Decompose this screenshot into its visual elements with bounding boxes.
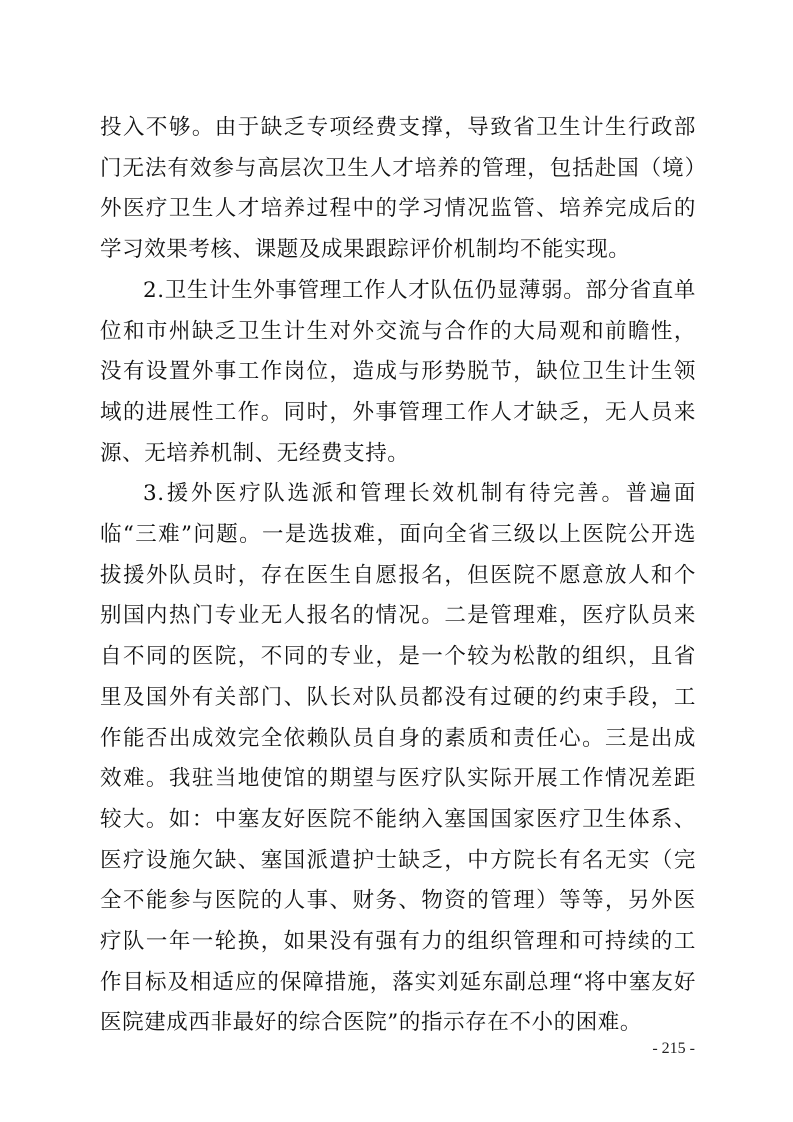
page-number: - 215 - xyxy=(652,1040,695,1057)
paragraph-2: 2.卫生计生外事管理工作人才队伍仍显薄弱。部分省直单位和市州缺乏卫生计生对外交流与合作的大局观和前瞻性，没有设置外事工作岗位，造成与形势脱节，缺位卫生计生领域的进展性工作。同时，外事管理工作人才缺乏，无人员来源、无培养机制、无经费支持。 xyxy=(100,277,696,466)
paragraph-3: 3.援外医疗队选派和管理长效机制有待完善。普遍面临“三难”问题。一是选拔难，面向全省三级以上医院公开选拔援外队员时，存在医生自愿报名，但医院不愿意放人和个别国内热门专业无人报名的情况。二是管理难，医疗队员来自不同的医院，不同的专业，是一个较为松散的组织，且省里及国外有关部门、队长对队员都没有过硬的约束手段，工作能否出成效完全依赖队员自身的素质和责任心。三是出成效难。我驻当地使馆的期望与医疗队实际开展工作情况差距较大。如：中塞友好医院不能纳入塞国国家医疗卫生体系、医疗设施欠缺、塞国派遣护士缺乏，中方院长有名无实（完全不能参与医院的人事、财务、物资的管理）等等，另外医疗队一年一轮换，如果没有强有力的组织管理和可持续的工作目标及相适应的保障措施，落实刘延东副总理“将中塞友好医院建成西非最好的综合医院”的指示存在不小的困难。 xyxy=(100,481,696,1036)
body-text xyxy=(100,108,696,1044)
paragraph-1: 投入不够。由于缺乏专项经费支撑，导致省卫生计生行政部门无法有效参与高层次卫生人才培养的管理，包括赴国（境）外医疗卫生人才培养过程中的学习情况监管、培养完成后的学习效果考核、课题及成果跟踪评价机制均不能实现。 xyxy=(100,115,696,263)
